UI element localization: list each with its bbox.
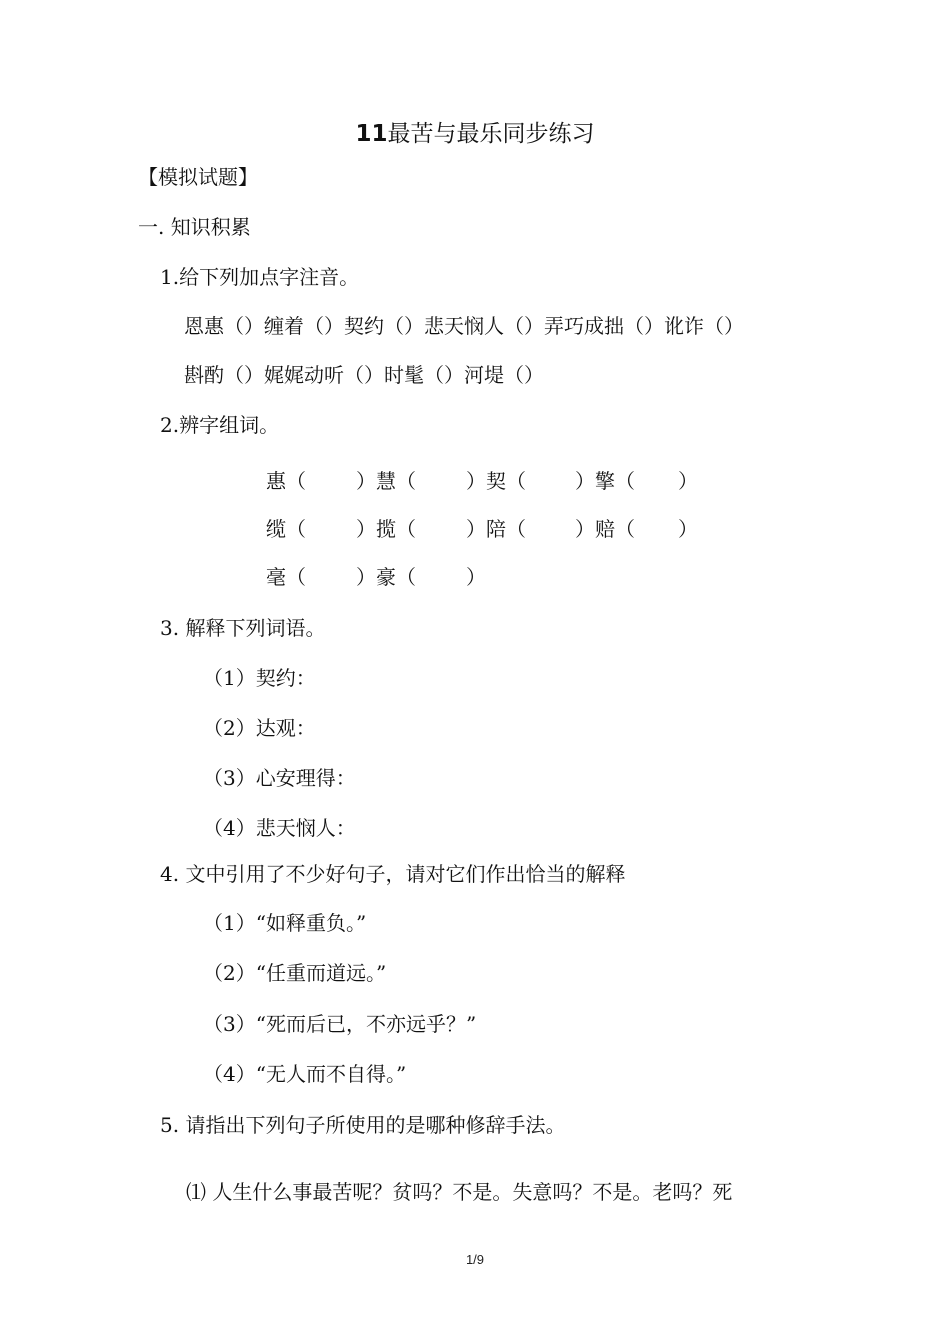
q3-title: 3. 解释下列词语。 [160,616,326,640]
q3-item: （4）悲天悯人： [203,816,356,840]
q3-item: （1）契约： [203,666,316,690]
section-heading: 一. 知识积累 [138,215,251,239]
q2-cell: ）豪（ [356,565,416,589]
q5-item: ⑴ 人生什么事最苦呢？贫吗？不是。失意吗？不是。老吗？死 [186,1180,733,1204]
q4-item: （1）“如释重负。” [203,911,367,935]
q1-line-1: 恩惠（）缠着（）契约（）悲天悯人（）弄巧成拙（）讹诈（） [184,314,744,338]
q2-title: 2.辨字组词。 [160,413,280,437]
section-tag: 【模拟试题】 [138,165,258,189]
q2-cell: ） [678,469,698,493]
q4-title: 4. 文中引用了不少好句子，请对它们作出恰当的解释 [160,862,626,886]
q5-title: 5. 请指出下列句子所使用的是哪种修辞手法。 [160,1113,566,1137]
q2-cell: ）陪（ [466,517,526,541]
title-number: 11 [355,121,388,147]
q3-item: （2）达观： [203,716,316,740]
q2-cell: ）揽（ [356,517,416,541]
q4-item: （3）“死而后已，不亦远乎？” [203,1012,477,1036]
q2-cell: ）赔（ [575,517,635,541]
q2-cell: 毫（ [266,565,306,589]
q2-cell: 惠（ [266,469,306,493]
page-title [0,120,950,148]
q2-cell: ） [466,565,486,589]
q1-title: 1.给下列加点字注音。 [160,265,360,289]
q1-line-2: 斟酌（）娓娓动听（）时髦（）河堤（） [184,363,544,387]
q2-cell: ）契（ [466,469,526,493]
q2-cell: 缆（ [266,517,306,541]
q2-cell: ） [678,517,698,541]
q4-item: （4）“无人而不自得。” [203,1062,407,1086]
q2-cell: ）擎（ [575,469,635,493]
title-text: 最苦与最乐同步练习 [387,121,595,147]
q3-item: （3）心安理得： [203,766,356,790]
page-number: 1/9 [465,1252,485,1267]
q4-item: （2）“任重而道远。” [203,961,387,985]
q2-cell: ）慧（ [356,469,416,493]
